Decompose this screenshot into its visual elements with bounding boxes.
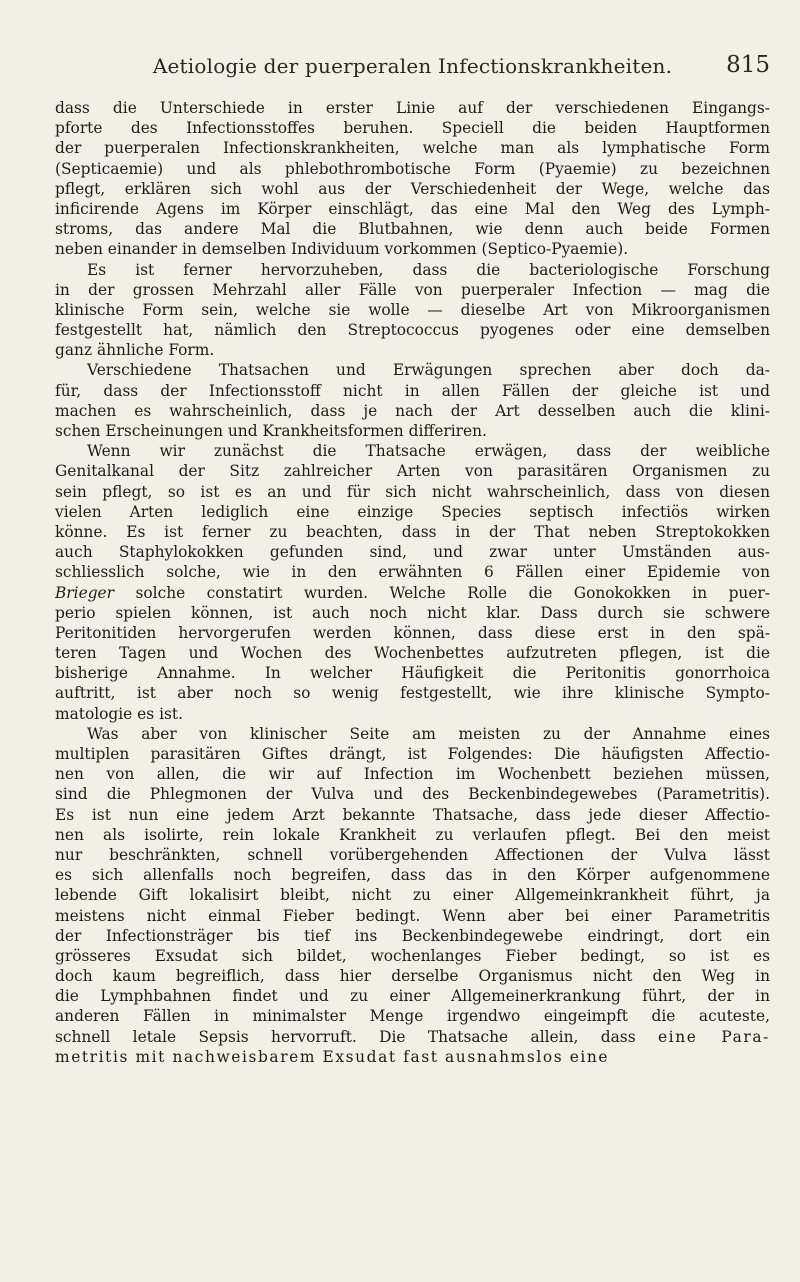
text-line: inficirende Agens im Körper einschlägt, das eine Mal den Weg des Lymph-	[55, 199, 770, 218]
text-line: vielen Arten lediglich eine einzige Species septisch infectiös wirken	[55, 502, 770, 521]
text-line: sein pflegt, so ist es an und für sich nicht wahrscheinlich, dass von diesen	[55, 482, 770, 501]
text-line: ganz ähnliche Form.	[55, 341, 215, 360]
text-line: nur beschränkten, schnell vorübergehenden Affectionen der Vulva lässt	[55, 845, 770, 864]
text-line: Wenn wir zunächst die Thatsache erwägen, dass der weibliche	[87, 442, 770, 461]
text-line: auftritt, ist aber noch so wenig festgestellt, wie ihre klinische Sympto-	[55, 684, 770, 703]
text-line: matologie es ist.	[55, 704, 183, 723]
text-line: schen Erscheinungen und Krankheitsformen differiren.	[55, 422, 487, 440]
text-line: Genitalkanal der Sitz zahlreicher Arten von parasitären Organismen zu	[55, 462, 770, 481]
text-line: auch Staphylokokken gefunden sind, und zwar unter Umständen aus-	[55, 543, 770, 562]
text-line: perio spielen können, ist auch noch nicht klar. Dass durch sie schwere	[55, 603, 770, 622]
text-line: für, dass der Infectionsstoff nicht in allen Fällen der gleiche ist und	[55, 381, 770, 400]
text-line: grösseres Exsudat sich bildet, wochenlanges Fieber bedingt, so ist es	[55, 946, 770, 965]
text-line: der puerperalen Infectionskrankheiten, welche man als lymphatische Form	[55, 139, 770, 158]
text-line: sind die Phlegmonen der Vulva und des Beckenbindegewebes (Parametritis).	[55, 785, 770, 804]
text-line: Was aber von klinischer Seite am meisten zu der Annahme eines	[87, 724, 770, 743]
text-line: der Infectionsträger bis tief ins Beckenbindegewebe eindringt, dort ein	[55, 926, 770, 945]
running-title: Aetiologie der puerperalen Infectionskrankheiten.	[152, 54, 673, 78]
text-line: (Septicaemie) und als phlebothrombotische Form (Pyaemie) zu bezeichnen	[55, 159, 770, 178]
page-number: 815	[726, 52, 770, 78]
text-line: dass die Unterschiede in erster Linie auf der verschiedenen Eingangs-	[55, 99, 770, 117]
text-line: teren Tagen und Wochen des Wochenbettes aufzutreten pflegen, ist die	[55, 644, 770, 663]
text-fragment: schnell letale Sepsis hervorruft. Die Thatsache allein, dass	[55, 1027, 636, 1046]
text-line: doch kaum begreiflich, dass hier derselbe Organismus nicht den Weg in	[55, 967, 770, 986]
text-line: Peritonitiden hervorgerufen werden können, dass diese erst in den spä-	[55, 623, 770, 642]
text-line: pflegt, erklären sich wohl aus der Verschiedenheit der Wege, welche das	[55, 179, 770, 198]
text-line: pforte des Infectionsstoffes beruhen. Speciell die beiden Hauptformen	[55, 119, 770, 138]
text-line: Es ist ferner hervorzuheben, dass die bacteriologische Forschung	[87, 260, 770, 279]
text-line: meistens nicht einmal Fieber bedingt. Wenn aber bei einer Parametritis	[55, 906, 770, 925]
text-line: bisherige Annahme. In welcher Häufigkeit die Peritonitis gonorrhoica	[55, 664, 770, 683]
text-line: klinische Form sein, welche sie wolle — dieselbe Art von Mikroorganismen	[55, 300, 770, 319]
text-line-spaced: metritis mit nachweisbarem Exsudat fast ausnahmslos eine	[55, 1047, 610, 1066]
body-text	[55, 98, 770, 1067]
text-line: nen von allen, die wir auf Infection im Wochenbett beziehen müssen,	[55, 765, 770, 784]
text-line: schliesslich solche, wie in den erwähnten 6 Fällen einer Epidemie von	[55, 563, 770, 582]
text-line: Verschiedene Thatsachen und Erwägungen sprechen aber doch da-	[87, 361, 770, 380]
text-line: es sich allenfalls noch begreifen, dass das in den Körper aufgenommene	[55, 866, 770, 885]
text-line-with-name	[55, 583, 770, 603]
text-line: festgestellt hat, nämlich den Streptococcus pyogenes oder eine demselben	[55, 321, 770, 340]
text-line-spaced	[55, 1027, 770, 1047]
text-line: die Lymphbahnen findet und zu einer Allgemeinerkrankung führt, der in	[55, 987, 770, 1006]
text-fragment: solche constatirt wurden. Welche Rolle die Gonokokken in puer-	[135, 583, 770, 602]
text-line: nen als isolirte, rein lokale Krankheit zu verlaufen pflegt. Bei den meist	[55, 825, 770, 844]
text-line: Es ist nun eine jedem Arzt bekannte Thatsache, dass jede dieser Affectio-	[55, 805, 770, 824]
author-name: Brieger	[55, 583, 115, 602]
text-line: multiplen parasitären Giftes drängt, ist Folgendes: Die häufigsten Affectio-	[55, 745, 770, 763]
text-line: in der grossen Mehrzahl aller Fälle von puerperaler Infection — mag die	[55, 280, 770, 299]
text-line: anderen Fällen in minimalster Menge irgendwo eingeimpft die acuteste,	[55, 1007, 770, 1026]
text-line: lebende Gift lokalisirt bleibt, nicht zu einer Allgemeinkrankheit führt, ja	[55, 886, 770, 905]
running-header	[55, 50, 770, 90]
text-line: machen es wahrscheinlich, dass je nach der Art desselben auch die klini-	[55, 401, 770, 420]
text-line: stroms, das andere Mal die Blutbahnen, wie denn auch beide Formen	[55, 220, 770, 239]
text-line: könne. Es ist ferner zu beachten, dass in der That neben Streptokokken	[55, 522, 770, 541]
spaced-emphasis: eine Para-	[657, 1027, 770, 1046]
text-line: neben einander in demselben Individuum vorkommen (Septico-Pyaemie).	[55, 240, 629, 259]
